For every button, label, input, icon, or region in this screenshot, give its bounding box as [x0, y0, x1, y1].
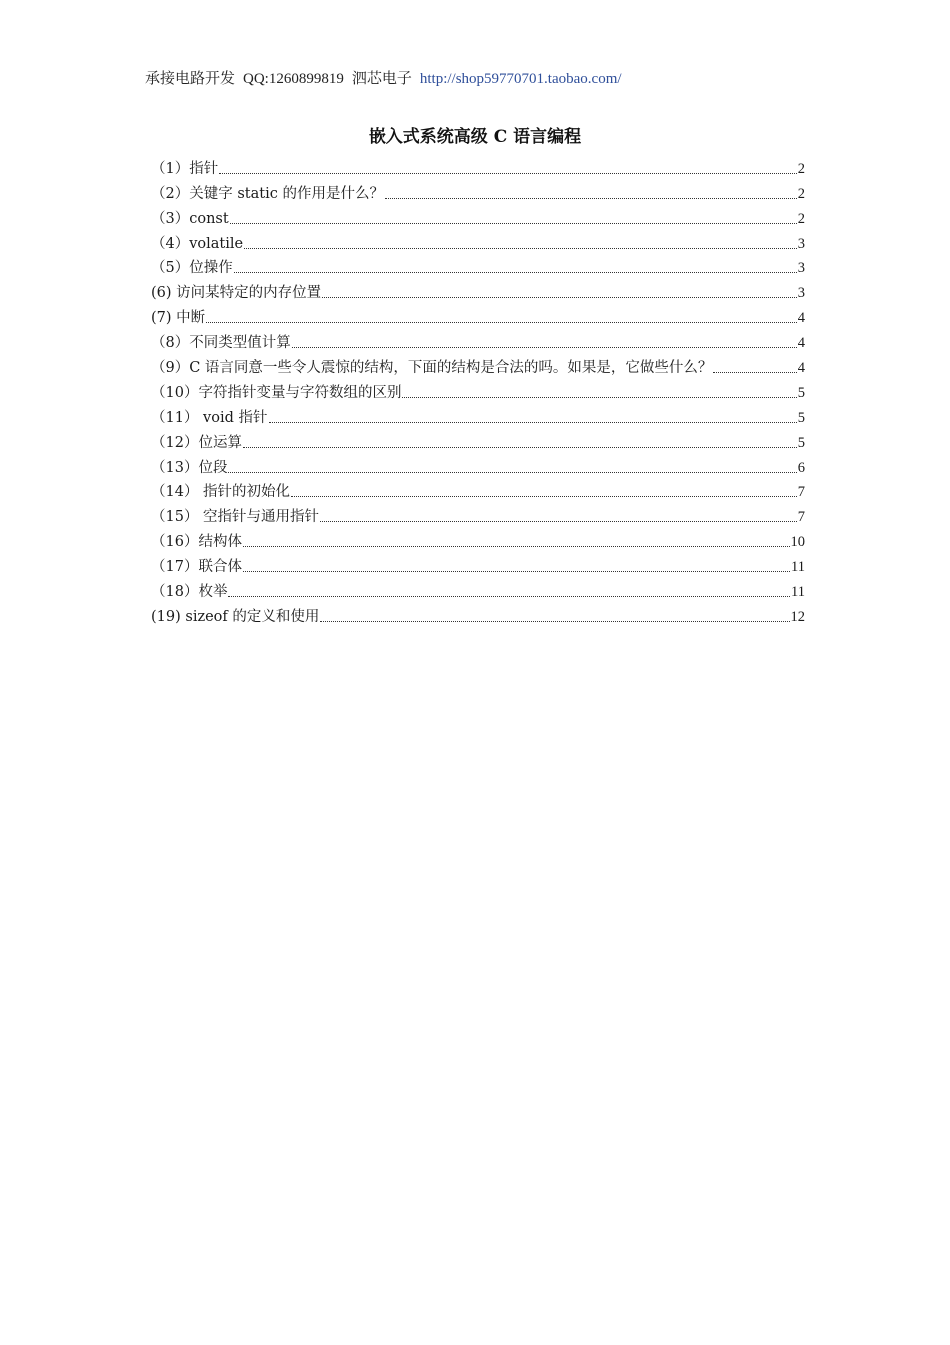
toc-entry-page-number: 5	[797, 409, 805, 426]
toc-entry[interactable]	[151, 203, 805, 228]
toc-entry-label: （10）字符指针变量与字符数组的区别	[151, 384, 402, 401]
toc-entry-page-number: 3	[797, 285, 805, 302]
toc-entry-page-number: 11	[791, 584, 805, 601]
toc-dot-leader	[219, 172, 797, 174]
toc-entry-label: （8）不同类型值计算	[151, 335, 291, 352]
toc-entry-page-number: 7	[797, 509, 805, 526]
toc-entry[interactable]	[151, 302, 805, 327]
toc-entry[interactable]	[151, 551, 805, 576]
toc-entry-label: （2）关键字 static 的作用是什么？	[151, 185, 384, 202]
toc-dot-leader	[243, 570, 790, 572]
toc-entry-label: （1）指针	[151, 160, 219, 177]
toc-dot-leader	[291, 495, 797, 497]
toc-dot-leader	[230, 222, 797, 224]
toc-dot-leader	[269, 421, 797, 423]
toc-entry-label: （11） void 指针	[151, 409, 268, 426]
toc-entry-label: （17）联合体	[151, 559, 242, 576]
toc-entry-page-number: 5	[797, 384, 805, 401]
toc-dot-leader	[322, 296, 797, 298]
toc-dot-leader	[320, 520, 797, 522]
toc-entry-label: （16）结构体	[151, 534, 242, 551]
toc-dot-leader	[234, 271, 797, 273]
toc-entry-page-number: 11	[791, 559, 805, 576]
toc-entry-label: （3）const	[151, 210, 229, 227]
header-shop-name: 泗芯电子	[351, 69, 412, 87]
toc-dot-leader	[228, 595, 790, 597]
toc-entry-label: （14） 指针的初始化	[151, 484, 291, 501]
toc-entry[interactable]	[151, 402, 805, 427]
toc-entry-page-number: 2	[797, 160, 805, 177]
toc-entry[interactable]	[151, 576, 805, 601]
toc-entry[interactable]	[151, 377, 805, 402]
toc-entry-label: （13）位段	[151, 459, 228, 476]
toc-entry-page-number: 4	[797, 310, 805, 327]
toc-entry-page-number: 3	[797, 260, 805, 277]
toc-dot-leader	[243, 545, 790, 547]
toc-entry-page-number: 2	[797, 210, 805, 227]
toc-dot-leader	[320, 620, 789, 622]
toc-dot-leader	[713, 371, 796, 373]
toc-entry[interactable]	[151, 253, 805, 278]
toc-entry-label: (19) sizeof 的定义和使用	[151, 608, 320, 625]
table-of-contents	[151, 153, 805, 626]
toc-dot-leader	[228, 471, 796, 473]
toc-entry-page-number: 4	[797, 335, 805, 352]
toc-entry[interactable]	[151, 501, 805, 526]
header-shop-link[interactable]: http://shop59770701.taobao.com/	[419, 71, 622, 87]
toc-entry[interactable]	[151, 153, 805, 178]
page-header	[145, 67, 622, 88]
toc-dot-leader	[206, 321, 797, 323]
toc-entry-page-number: 5	[797, 434, 805, 451]
toc-entry[interactable]	[151, 477, 805, 502]
toc-entry-page-number: 6	[797, 459, 805, 476]
toc-entry-label: （5）位操作	[151, 260, 233, 277]
toc-entry[interactable]	[151, 452, 805, 477]
toc-entry[interactable]	[151, 327, 805, 352]
toc-entry-label: （9）C 语言同意一些令人震惊的结构，下面的结构是合法的吗。如果是，它做些什么？	[151, 360, 713, 377]
toc-entry[interactable]	[151, 427, 805, 452]
toc-dot-leader	[385, 197, 797, 199]
toc-entry-page-number: 4	[797, 360, 805, 377]
toc-entry-label: （15） 空指针与通用指针	[151, 509, 320, 526]
toc-dot-leader	[402, 396, 796, 398]
header-company: 承接电路开发	[145, 69, 236, 87]
toc-entry-page-number: 2	[797, 185, 805, 202]
toc-dot-leader	[244, 247, 797, 249]
document-title: 嵌入式系统高级 C 语言编程	[368, 127, 582, 147]
toc-entry-page-number: 7	[797, 484, 805, 501]
toc-entry-page-number: 12	[790, 608, 805, 625]
toc-entry[interactable]	[151, 277, 805, 302]
toc-entry[interactable]	[151, 178, 805, 203]
header-qq: QQ:1260899819	[243, 71, 344, 87]
toc-entry-label: （12）位运算	[151, 434, 242, 451]
toc-entry-label: (7) 中断	[151, 310, 206, 327]
toc-entry[interactable]	[151, 526, 805, 551]
toc-entry[interactable]	[151, 352, 805, 377]
toc-entry-label: （18）枚举	[151, 584, 228, 601]
toc-entry-page-number: 10	[790, 534, 805, 551]
toc-entry[interactable]	[151, 228, 805, 253]
toc-entry-label: (6) 访问某特定的内存位置	[151, 285, 322, 302]
toc-entry[interactable]	[151, 601, 805, 626]
toc-dot-leader	[292, 346, 797, 348]
toc-dot-leader	[243, 446, 797, 448]
toc-entry-label: （4）volatile	[151, 235, 244, 252]
toc-entry-page-number: 3	[797, 235, 805, 252]
